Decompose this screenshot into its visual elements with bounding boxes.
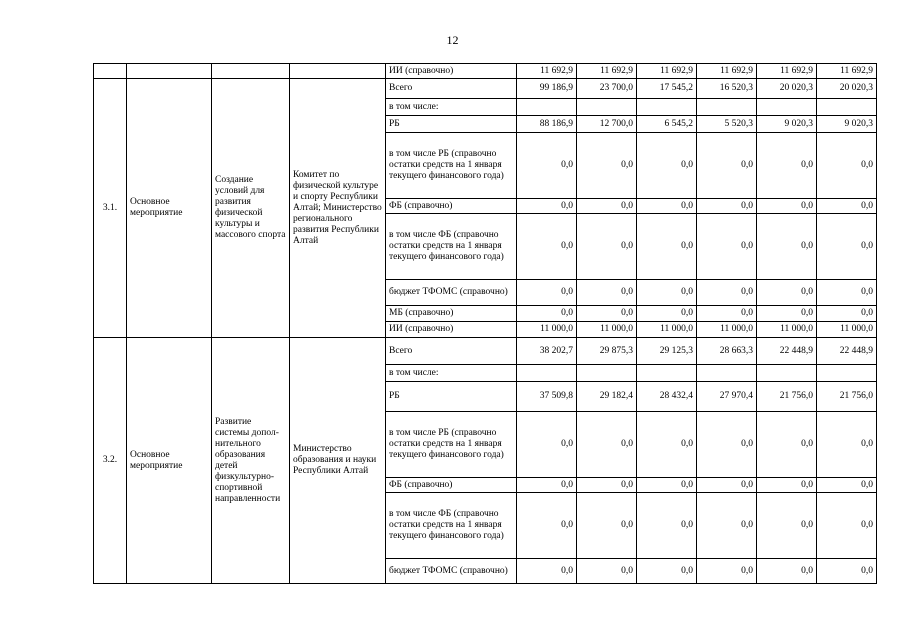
value-cell (517, 99, 577, 116)
value-cell: 99 186,9 (517, 79, 577, 99)
funding-source: ФБ (справочно) (386, 478, 517, 493)
value-cell: 6 545,2 (637, 116, 697, 133)
value-cell (757, 365, 817, 382)
value-cell: 17 545,2 (637, 79, 697, 99)
value-cell: 28 432,4 (637, 382, 697, 412)
funding-source: Всего (386, 79, 517, 99)
section-number: 3.2. (94, 338, 127, 584)
value-cell: 0,0 (697, 214, 757, 280)
funding-source: в том числе ФБ (справочно остатки средств на 1 января текущего финансового года) (386, 493, 517, 559)
value-cell: 0,0 (697, 493, 757, 559)
value-cell: 11 692,9 (697, 64, 757, 79)
value-cell (817, 365, 877, 382)
value-cell: 29 125,3 (637, 338, 697, 365)
value-cell (517, 365, 577, 382)
value-cell: 0,0 (817, 214, 877, 280)
value-cell: 0,0 (637, 133, 697, 199)
value-cell: 0,0 (637, 306, 697, 322)
value-cell: 0,0 (817, 280, 877, 306)
value-cell: 0,0 (637, 559, 697, 584)
value-cell: 0,0 (757, 133, 817, 199)
value-cell: 29 182,4 (577, 382, 637, 412)
value-cell (577, 99, 637, 116)
value-cell: 11 000,0 (817, 322, 877, 338)
value-cell: 0,0 (817, 306, 877, 322)
value-cell (697, 365, 757, 382)
empty-cell (94, 64, 127, 79)
value-cell: 0,0 (757, 493, 817, 559)
value-cell: 0,0 (637, 478, 697, 493)
value-cell: 0,0 (577, 478, 637, 493)
value-cell: 0,0 (637, 493, 697, 559)
value-cell: 0,0 (757, 214, 817, 280)
funding-source: бюджет ТФОМС (справочно) (386, 559, 517, 584)
funding-source: в том числе: (386, 365, 517, 382)
funding-source: бюджет ТФОМС (справочно) (386, 280, 517, 306)
value-cell: 0,0 (637, 199, 697, 214)
value-cell: 0,0 (577, 559, 637, 584)
value-cell: 0,0 (517, 478, 577, 493)
page-number: 12 (446, 33, 459, 47)
value-cell: 0,0 (817, 478, 877, 493)
value-cell: 0,0 (637, 214, 697, 280)
value-cell: 5 520,3 (697, 116, 757, 133)
value-cell (817, 99, 877, 116)
value-cell: 88 186,9 (517, 116, 577, 133)
value-cell: 0,0 (817, 559, 877, 584)
value-cell: 0,0 (577, 214, 637, 280)
funding-source: в том числе РБ (справочно остатки средств на 1 января текущего финансового года) (386, 133, 517, 199)
funding-source: ИИ (справочно) (386, 322, 517, 338)
value-cell: 0,0 (577, 493, 637, 559)
value-cell: 0,0 (517, 199, 577, 214)
value-cell: 0,0 (637, 280, 697, 306)
value-cell: 22 448,9 (757, 338, 817, 365)
value-cell: 0,0 (577, 306, 637, 322)
value-cell: 11 000,0 (637, 322, 697, 338)
value-cell: 28 663,3 (697, 338, 757, 365)
value-cell: 9 020,3 (757, 116, 817, 133)
value-cell: 9 020,3 (817, 116, 877, 133)
value-cell: 0,0 (517, 214, 577, 280)
value-cell: 11 692,9 (577, 64, 637, 79)
value-cell (757, 99, 817, 116)
value-cell: 0,0 (697, 412, 757, 478)
value-cell: 20 020,3 (817, 79, 877, 99)
value-cell: 0,0 (517, 280, 577, 306)
value-cell: 38 202,7 (517, 338, 577, 365)
funding-source: в том числе ФБ (справочно остатки средств на 1 января текущего финансового года) (386, 214, 517, 280)
value-cell: 0,0 (697, 280, 757, 306)
value-cell: 0,0 (757, 199, 817, 214)
value-cell: 0,0 (697, 306, 757, 322)
section-kind: Основное мероприятие (127, 338, 212, 584)
value-cell: 16 520,3 (697, 79, 757, 99)
value-cell: 27 970,4 (697, 382, 757, 412)
value-cell: 23 700,0 (577, 79, 637, 99)
table-row (94, 338, 877, 365)
section-number: 3.1. (94, 79, 127, 338)
value-cell: 0,0 (697, 478, 757, 493)
funding-source: РБ (386, 116, 517, 133)
value-cell: 21 756,0 (817, 382, 877, 412)
value-cell: 20 020,3 (757, 79, 817, 99)
empty-cell (212, 64, 290, 79)
value-cell: 0,0 (757, 306, 817, 322)
section-kind: Основное мероприятие (127, 79, 212, 338)
value-cell: 0,0 (757, 478, 817, 493)
funding-source: в том числе: (386, 99, 517, 116)
funding-source: в том числе РБ (справочно остатки средств на 1 января текущего финансового года) (386, 412, 517, 478)
value-cell: 0,0 (577, 199, 637, 214)
value-cell (637, 99, 697, 116)
section-title: Развитие системы дополнительного образования детей физкультурно-спортивной направленности (212, 338, 290, 584)
value-cell: 0,0 (517, 493, 577, 559)
value-cell: 11 000,0 (697, 322, 757, 338)
value-cell: 11 692,9 (817, 64, 877, 79)
value-cell (697, 99, 757, 116)
value-cell: 11 692,9 (637, 64, 697, 79)
value-cell: 11 000,0 (757, 322, 817, 338)
funding-source: РБ (386, 382, 517, 412)
value-cell: 0,0 (817, 133, 877, 199)
value-cell: 21 756,0 (757, 382, 817, 412)
value-cell (637, 365, 697, 382)
budget-table (93, 63, 877, 584)
value-cell: 0,0 (637, 412, 697, 478)
empty-cell (290, 64, 386, 79)
value-cell: 0,0 (757, 412, 817, 478)
value-cell: 0,0 (817, 199, 877, 214)
value-cell: 0,0 (697, 559, 757, 584)
funding-source: МБ (справочно) (386, 306, 517, 322)
value-cell: 0,0 (697, 199, 757, 214)
value-cell: 0,0 (517, 306, 577, 322)
value-cell: 0,0 (517, 133, 577, 199)
value-cell: 0,0 (577, 280, 637, 306)
value-cell: 22 448,9 (817, 338, 877, 365)
value-cell: 12 700,0 (577, 116, 637, 133)
value-cell: 0,0 (517, 412, 577, 478)
value-cell: 11 000,0 (577, 322, 637, 338)
value-cell: 11 000,0 (517, 322, 577, 338)
value-cell: 11 692,9 (757, 64, 817, 79)
value-cell: 11 692,9 (517, 64, 577, 79)
section-title: Создание условий для развития физической культуры и массового спорта (212, 79, 290, 338)
funding-source: ФБ (справочно) (386, 199, 517, 214)
value-cell: 37 509,8 (517, 382, 577, 412)
value-cell: 29 875,3 (577, 338, 637, 365)
funding-source: ИИ (справочно) (386, 64, 517, 79)
value-cell: 0,0 (817, 412, 877, 478)
value-cell: 0,0 (517, 559, 577, 584)
table-row (94, 79, 877, 99)
value-cell: 0,0 (817, 493, 877, 559)
value-cell: 0,0 (577, 133, 637, 199)
value-cell (577, 365, 637, 382)
value-cell: 0,0 (757, 559, 817, 584)
value-cell: 0,0 (757, 280, 817, 306)
section-executor: Комитет по физической культуре и спорту Республики Алтай; Министерство регионального развития Республики Алтай (290, 79, 386, 338)
section-executor: Министерство образования и науки Республики Алтай (290, 338, 386, 584)
value-cell: 0,0 (697, 133, 757, 199)
table-row (94, 64, 877, 79)
funding-source: Всего (386, 338, 517, 365)
empty-cell (127, 64, 212, 79)
value-cell: 0,0 (577, 412, 637, 478)
